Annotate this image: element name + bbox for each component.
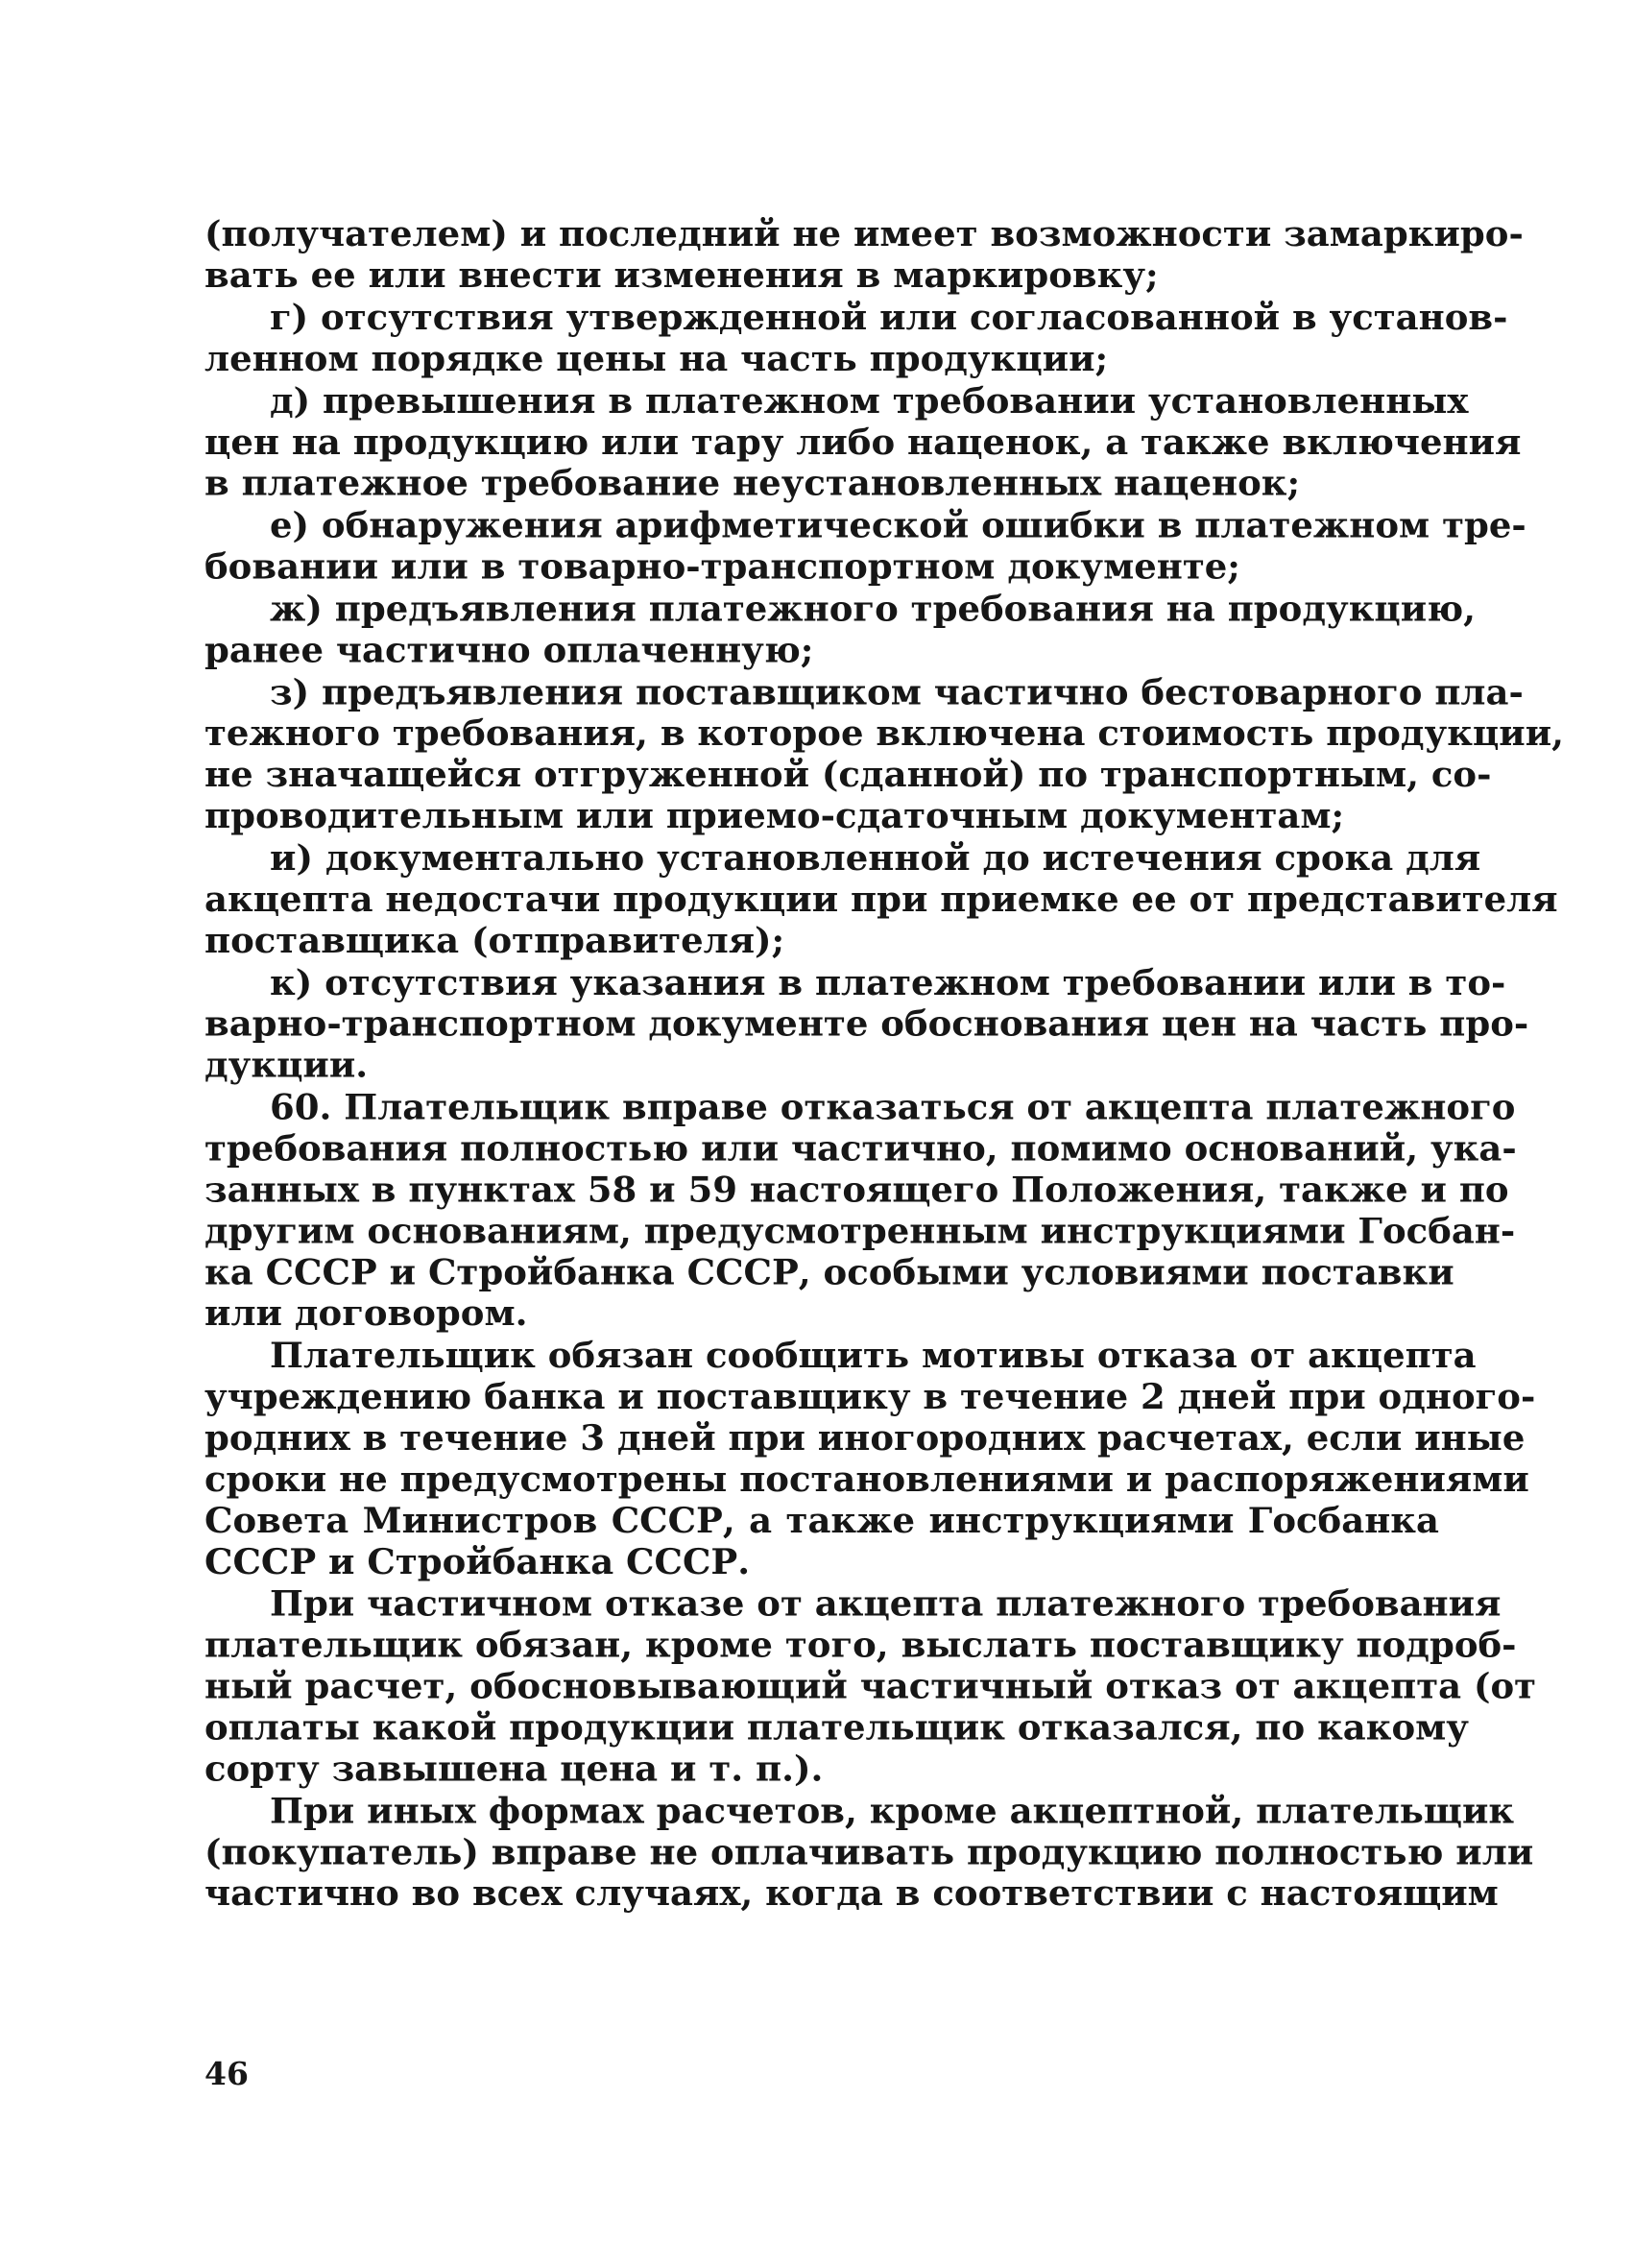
text-line: При частичном отказе от акцепта платежного требования	[270, 1582, 1502, 1625]
text-line: Совета Министров СССР, а также инструкциями Госбанка	[204, 1499, 1439, 1541]
text-line: цен на продукцию или тару либо наценок, а также включения	[204, 421, 1522, 463]
text-line: к) отсутствия указания в платежном требовании или в то-	[270, 961, 1506, 1003]
text-line: плательщик обязан, кроме того, выслать поставщику подроб-	[204, 1624, 1517, 1666]
text-line: родних в течение 3 дней при иногородних расчетах, если иные	[204, 1416, 1526, 1459]
text-line: не значащейся отгруженной (сданной) по транспортным, со-	[204, 754, 1492, 795]
text-line: д) превышения в платежном требовании установленных	[270, 379, 1469, 422]
paragraph	[204, 296, 1508, 379]
text-line: проводительным или приемо-сдаточным документам;	[204, 794, 1345, 836]
text-line: Плательщик обязан сообщить мотивы отказа от акцепта	[270, 1334, 1477, 1376]
paragraph	[204, 1582, 1537, 1790]
text-line: требования полностью или частично, помимо оснований, ука-	[204, 1127, 1517, 1170]
paragraph	[204, 1086, 1517, 1335]
text-line: ранее частично оплаченную;	[204, 629, 814, 671]
text-line: (покупатель) вправе не оплачивать продукцию полностью или	[204, 1831, 1534, 1873]
text-line: вать ее или внести изменения в маркировку;	[204, 253, 1159, 296]
text-line: тежного требования, в которое включена стоимость продукции,	[204, 712, 1565, 755]
text-line: и) документально установленной до истечения срока для	[270, 836, 1481, 879]
text-line: частично во всех случаях, когда в соответствии с настоящим	[204, 1872, 1499, 1915]
text-line: другим основаниям, предусмотренным инструкциями Госбан-	[204, 1210, 1516, 1252]
text-line: ж) предъявления платежного требования на продукцию,	[270, 588, 1477, 630]
text-line: учреждению банка и поставщику в течение 2 дней при одного-	[204, 1375, 1536, 1417]
text-line: СССР и Стройбанка СССР.	[204, 1540, 751, 1582]
paragraph	[204, 588, 1477, 671]
text-line: поставщика (отправителя);	[204, 919, 785, 961]
text-line: дукции.	[204, 1044, 369, 1086]
body-text	[204, 213, 1565, 1915]
text-line: ленном порядке цены на часть продукции;	[204, 337, 1109, 379]
paragraph	[204, 379, 1522, 504]
paragraph	[204, 504, 1526, 588]
page-number: 46	[204, 2055, 249, 2092]
text-line: ный расчет, обосновывающий частичный отказ от акцепта (от	[204, 1665, 1537, 1707]
text-line: сорту завышена цена и т. п.).	[204, 1748, 824, 1790]
text-line: При иных формах расчетов, кроме акцептной, плательщик	[270, 1790, 1515, 1832]
text-line: оплаты какой продукции плательщик отказался, по какому	[204, 1706, 1469, 1749]
text-line: в платежное требование неустановленных наценок;	[204, 462, 1301, 504]
text-line: акцепта недостачи продукции при приемке ее от представителя	[204, 878, 1558, 920]
text-line: з) предъявления поставщиком частично бестоварного пла-	[270, 671, 1524, 713]
paragraph	[204, 671, 1565, 836]
text-line: варно-транспортном документе обоснования цен на часть про-	[204, 1002, 1529, 1045]
paragraph	[204, 1334, 1536, 1582]
text-line: (получателем) и последний не имеет возможности замаркиро-	[204, 213, 1524, 254]
paragraph	[204, 836, 1558, 961]
text-line: е) обнаружения арифметической ошибки в платежном тре-	[270, 504, 1526, 546]
paragraph	[204, 1790, 1534, 1915]
text-line: 60. Плательщик вправе отказаться от акцепта платежного	[270, 1086, 1516, 1128]
text-line: бовании или в товарно-транспортном документе;	[204, 545, 1240, 588]
paragraph	[204, 213, 1524, 296]
text-line: или договором.	[204, 1292, 528, 1335]
paragraph	[204, 961, 1529, 1086]
text-line: сроки не предусмотрены постановлениями и распоряжениями	[204, 1458, 1529, 1500]
text-line: занных в пунктах 58 и 59 настоящего Положения, также и по	[204, 1169, 1509, 1211]
text-line: ка СССР и Стройбанка СССР, особыми условиями поставки	[204, 1251, 1454, 1293]
text-line: г) отсутствия утвержденной или согласованной в установ-	[270, 296, 1508, 338]
